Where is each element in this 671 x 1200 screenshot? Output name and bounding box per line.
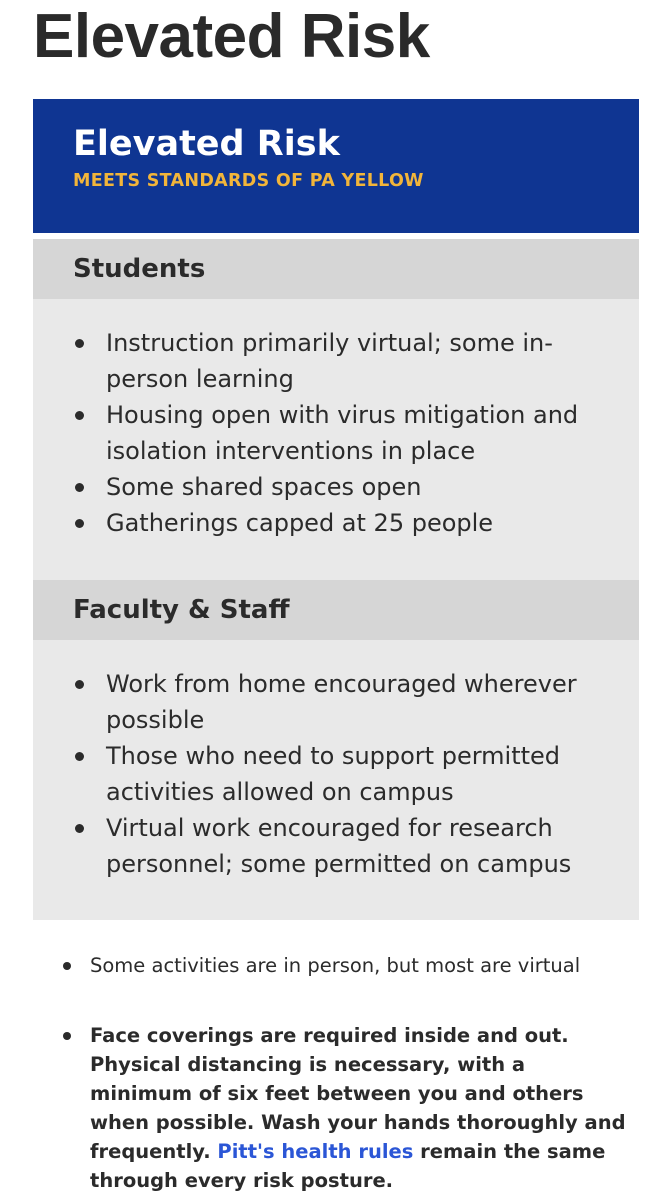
section-body-faculty-staff — [33, 640, 639, 920]
bullet-icon — [63, 1032, 71, 1040]
list-item-text: Some shared spaces open — [106, 473, 422, 501]
bullet-icon — [75, 483, 84, 492]
bullet-icon — [75, 411, 84, 420]
health-rules-link[interactable]: Pitt's health rules — [217, 1140, 414, 1163]
bullet-icon — [75, 519, 84, 528]
list-item — [33, 325, 639, 397]
page-title: Elevated Risk — [33, 2, 430, 71]
section-body-students — [33, 299, 639, 580]
list-item-text: Gatherings capped at 25 people — [106, 509, 494, 537]
list-item — [33, 666, 639, 738]
activities-note-list — [33, 951, 633, 980]
bullet-icon — [75, 680, 84, 689]
health-note-text-end: remain the same through every risk posture. — [90, 1140, 606, 1192]
card-header-subtitle: MEETS STANDARDS OF PA YELLOW — [73, 171, 424, 191]
bullet-icon — [75, 339, 84, 348]
list-item — [33, 469, 639, 505]
list-item-text: Virtual work encouraged for research personnel; some permitted on campus — [106, 814, 572, 878]
list-item-text: Instruction primarily virtual; some in-person learning — [106, 329, 553, 393]
health-note-text: Face coverings are required inside and out. Physical distancing is necessary, with a minimum of six feet between you and others when possible. Wash your hands thoroughly and frequently. — [90, 1024, 626, 1163]
bullet-icon — [75, 752, 84, 761]
card-header-title: Elevated Risk — [73, 124, 340, 164]
list-item — [33, 951, 633, 980]
activities-note: Some activities are in person, but most are virtual — [90, 954, 581, 977]
section-heading-students: Students — [33, 239, 639, 299]
health-note-list — [33, 1021, 633, 1195]
risk-card — [33, 99, 639, 920]
section-heading-faculty-staff: Faculty & Staff — [33, 580, 639, 640]
faculty-staff-list — [33, 666, 639, 882]
list-item-text: Work from home encouraged wherever possible — [106, 670, 577, 734]
students-list — [33, 325, 639, 541]
list-item — [33, 505, 639, 541]
list-item — [33, 397, 639, 469]
list-item — [33, 810, 639, 882]
list-item — [33, 1021, 633, 1195]
list-item-text: Housing open with virus mitigation and isolation interventions in place — [106, 401, 579, 465]
bullet-icon — [63, 962, 71, 970]
card-header — [33, 99, 639, 233]
list-item — [33, 738, 639, 810]
bullet-icon — [75, 824, 84, 833]
list-item-text: Those who need to support permitted activities allowed on campus — [106, 742, 561, 806]
